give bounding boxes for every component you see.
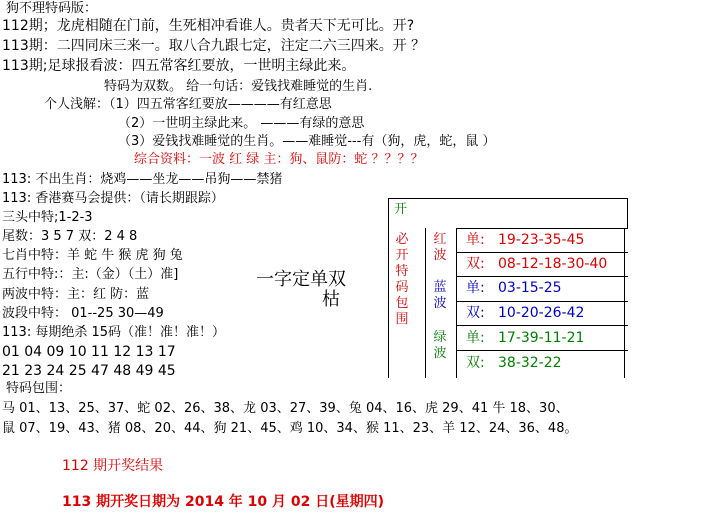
line-two-waves: 两波中特：主：红 防：蓝 xyxy=(2,287,150,302)
table-line xyxy=(456,228,628,229)
line-numbers-2: 21 23 24 25 47 48 49 45 xyxy=(2,363,176,379)
line-tails: 尾数：3 5 7 双：2 4 8 xyxy=(2,229,138,244)
line-surround-2: 鼠 07、19、43、猪 08、20、44、狗 21、45、鸡 10、34、猴 11、23、羊 12、24、36、48。 xyxy=(2,421,578,436)
line-summary: 综合资料：一波 红 绿 主：狗、鼠防：蛇 ？？？？ xyxy=(134,152,424,167)
blue-odd-label: 单: xyxy=(466,280,485,296)
line-analysis-2: （2）一世明主绿此来。 ———有绿的意思 xyxy=(118,116,365,131)
blue-even-label: 双: xyxy=(466,305,485,321)
line-seven-zodiac: 七肖中特：羊 蛇 牛 猴 虎 狗 兔 xyxy=(2,248,183,263)
line-three-heads: 三头中特;1-2-3 xyxy=(2,210,93,225)
table-line xyxy=(456,350,628,351)
table-line xyxy=(624,228,625,378)
table-side-label: 必开特码包围 xyxy=(395,232,409,327)
line-surround-title: 特码包围： xyxy=(6,381,72,396)
group-blue-name: 蓝波 xyxy=(433,280,447,311)
line-analysis-1: 个人浅解：（1）四五常客红要放————有红意思 xyxy=(44,97,332,112)
table-line xyxy=(456,276,628,277)
line-numbers-1: 01 04 09 10 11 12 13 17 xyxy=(2,344,176,360)
red-even-label: 双: xyxy=(466,256,485,272)
blue-odd-values: 03-15-25 xyxy=(498,280,562,296)
table-border-right xyxy=(627,198,628,228)
center-title: 一字定单双 xyxy=(256,269,346,290)
red-odd-values: 19-23-35-45 xyxy=(498,232,585,248)
table-border-top xyxy=(388,198,628,199)
line-112-riddle: 112期；龙虎相随在门前，生死相冲看谁人。贵者天下无可比。开? xyxy=(2,18,415,34)
line-five-elements: 五行中特:：主:（金）（土）准] xyxy=(2,267,179,282)
line-112-result: 112 期开奖结果 xyxy=(62,458,164,474)
green-odd-label: 单: xyxy=(466,330,485,346)
line-no-zodiac: 113: 不出生肖：烧鸡——坐龙——吊狗——禁猪 xyxy=(2,172,283,187)
table-line xyxy=(425,228,426,378)
group-green-name: 绿波 xyxy=(433,330,447,361)
line-surround-1: 马 01、13、25、37、蛇 02、26、38、龙 03、27、39、兔 04、16、虎 29、41 牛 18、30、 xyxy=(2,401,569,416)
line-provider: 113: 香港赛马会提供：（请长期跟踪） xyxy=(2,191,224,206)
green-even-values: 38-32-22 xyxy=(498,355,562,371)
line-113-football: 113期;足球报看波：四五常客红要放，一世明主绿此来。 xyxy=(2,58,356,74)
table-line xyxy=(456,301,628,302)
table-border-left xyxy=(388,198,389,378)
group-red-name: 红波 xyxy=(433,232,447,263)
line-113-riddle: 113期：二四同床三来一。取八合九跟七定，注定二六三四来。开 ？ xyxy=(2,38,426,54)
line-hint: 特码为双数。 给一句话：爱钱找难睡觉的生肖. xyxy=(104,79,373,94)
red-odd-label: 单: xyxy=(466,232,485,248)
line-wave-range: 波段中特： 01--25 30—49 xyxy=(2,306,164,321)
table-line xyxy=(456,252,628,253)
green-odd-values: 17-39-11-21 xyxy=(498,330,585,346)
center-subtitle: 枯 xyxy=(322,289,340,310)
table-line xyxy=(456,228,457,378)
line-analysis-3: （3）爱钱找难睡觉的生肖。——难睡觉---有（狗，虎，蛇，鼠 ） xyxy=(118,134,496,149)
line-113-date: 113 期开奖日期为 2014 年 10 月 02 日(星期四) xyxy=(62,494,385,510)
surround-table xyxy=(388,198,628,378)
line-kill-15: 113: 每期绝杀 15码（准！准！准！） xyxy=(2,325,225,340)
table-line xyxy=(456,325,628,326)
green-even-label: 双: xyxy=(466,355,485,371)
red-even-values: 08-12-18-30-40 xyxy=(498,256,608,272)
header-title: 狗不理特码版： xyxy=(6,1,98,16)
blue-even-values: 10-20-26-42 xyxy=(498,305,585,321)
table-open-label: 开 xyxy=(394,202,408,217)
